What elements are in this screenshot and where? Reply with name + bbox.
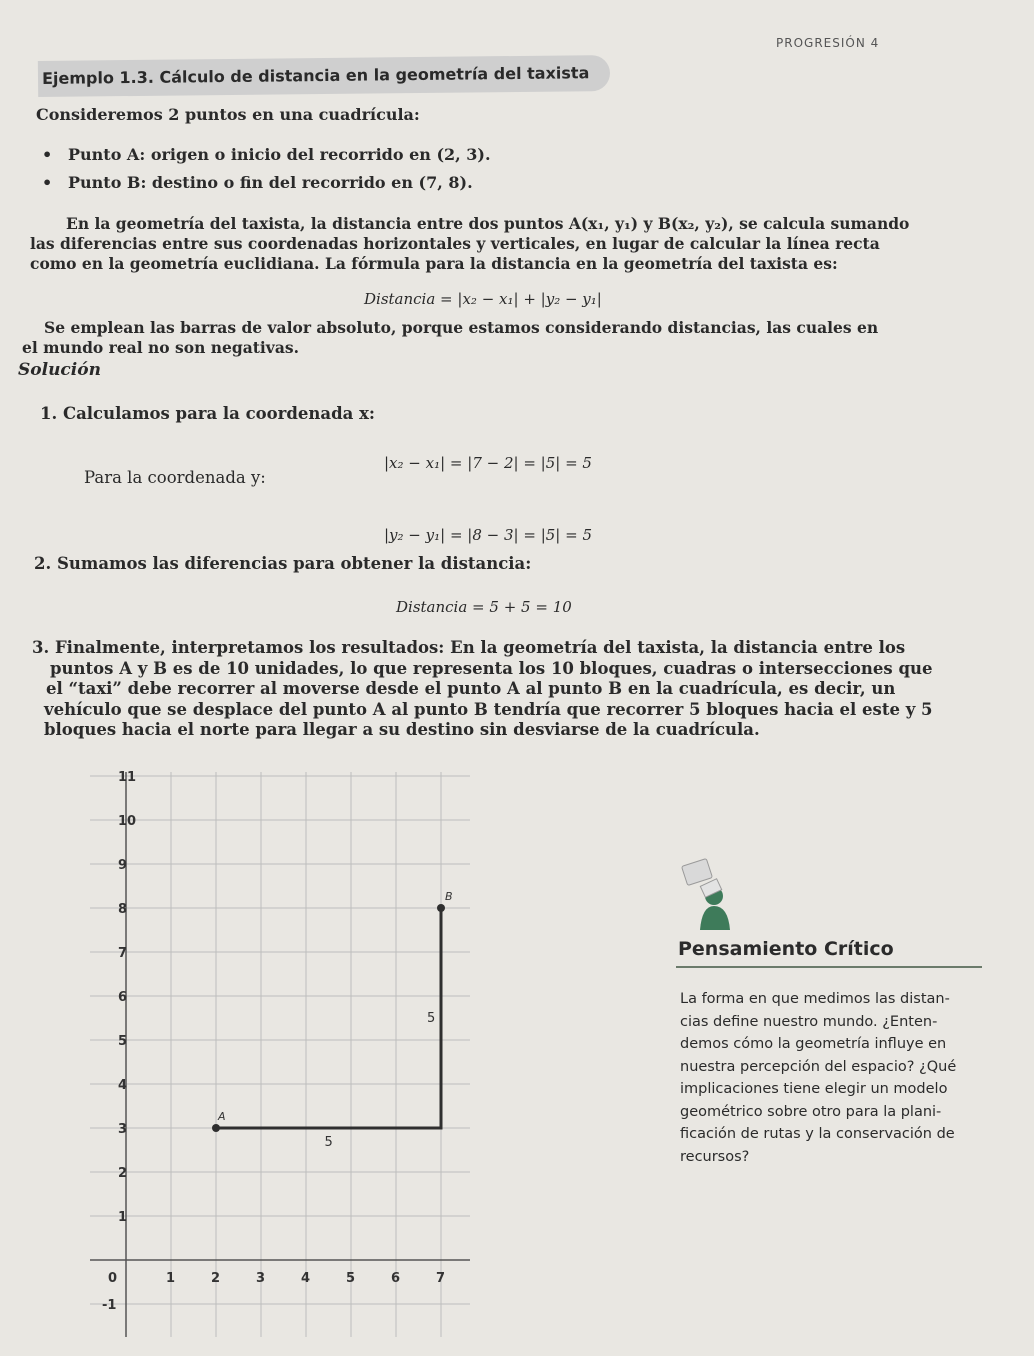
- critical-thinking-divider: [676, 966, 982, 968]
- critical-thinking-body: [680, 988, 990, 1168]
- x-tick-label: 1: [166, 1271, 176, 1286]
- x-tick-label: 6: [391, 1271, 401, 1286]
- horizontal-leg-label: 5: [324, 1135, 333, 1150]
- distance-formula: Distancia = |x₂ − x₁| + |y₂ − y₁|: [364, 290, 602, 308]
- vertical-leg-label: 5: [427, 1011, 436, 1026]
- step-3-line: el “taxi” debe recorrer al moverse desde el punto A al punto B en la cuadrícula, es decir, un: [46, 679, 896, 698]
- y-tick-label: 3: [118, 1122, 128, 1137]
- y-tick-label: 2: [118, 1166, 128, 1181]
- bullet-point-b: • Punto B: destino o fin del recorrido en (7, 8).: [68, 172, 473, 193]
- grid-lines: [90, 772, 470, 1337]
- y-tick-label: 4: [118, 1078, 128, 1093]
- step-1-y-label: Para la coordenada y:: [84, 468, 266, 487]
- critical-thinking-line: demos cómo la geometría influye en: [680, 1036, 947, 1052]
- critical-thinking-line: implicaciones tiene elegir un modelo: [680, 1081, 948, 1097]
- paragraph-line: En la geometría del taxista, la distancia entre dos puntos A(x₁, y₁) y B(x₂, y₂), se calcula sumando: [66, 214, 910, 233]
- y-tick-label: -1: [102, 1298, 117, 1313]
- x-tick-labels: [166, 1271, 445, 1286]
- y-tick-label: 10: [118, 814, 137, 829]
- step-3-line: bloques hacia el norte para llegar a su destino sin desviarse de la cuadrícula.: [44, 720, 760, 739]
- y-tick-label: 6: [118, 990, 128, 1005]
- step-3-line: 3. Finalmente, interpretamos los resultados: En la geometría del taxista, la distancia entre los: [32, 638, 906, 657]
- step-1: 1. Calculamos para la coordenada x:: [40, 404, 375, 423]
- critical-thinking-line: recursos?: [680, 1148, 750, 1165]
- step-2-formula: Distancia = 5 + 5 = 10: [396, 598, 572, 616]
- y-tick-labels: [102, 770, 136, 1313]
- critical-thinking-line: ficación de rutas y la conservación de: [680, 1126, 955, 1142]
- bullet-point-a: • Punto A: origen o inicio del recorrido en (2, 3).: [68, 144, 491, 165]
- step-2: 2. Sumamos las diferencias para obtener la distancia:: [34, 554, 532, 573]
- critical-thinking-line: nuestra percepción del espacio? ¿Qué: [680, 1058, 957, 1075]
- critical-thinking-line: geométrico sobre otro para la plani-: [680, 1103, 942, 1120]
- critical-thinking-line: La forma en que medimos las distan-: [680, 991, 950, 1007]
- step-1-y-formula: |y₂ − y₁| = |8 − 3| = |5| = 5: [384, 526, 592, 544]
- paragraph-line: las diferencias entre sus coordenadas horizontales y verticales, en lugar de calcular la línea recta: [30, 234, 880, 253]
- point-a-label: A: [218, 1110, 226, 1123]
- taxicab-grid-graph: [90, 752, 490, 1342]
- y-tick-label: 9: [118, 858, 128, 873]
- critical-thinking-title: Pensamiento Crítico: [678, 938, 894, 960]
- point-a-marker: [212, 1124, 220, 1132]
- paragraph-line: el mundo real no son negativas.: [22, 338, 299, 357]
- critical-thinking-line: cias define nuestro mundo. ¿Enten-: [680, 1013, 938, 1030]
- y-tick-label: 1: [118, 1210, 128, 1225]
- x-tick-label: 5: [346, 1271, 356, 1286]
- example-intro: Consideremos 2 puntos en una cuadrícula:: [36, 105, 420, 124]
- paragraph-line: Se emplean las barras de valor absoluto, porque estamos considerando distancias, las cuales en: [44, 318, 879, 337]
- x-tick-label: 3: [256, 1271, 266, 1286]
- y-tick-label: 8: [118, 902, 128, 917]
- x-tick-label: 7: [436, 1271, 446, 1286]
- step-1-formula: |x₂ − x₁| = |7 − 2| = |5| = 5: [384, 454, 592, 472]
- y-tick-label: 7: [118, 946, 128, 961]
- step-3-line: vehículo que se desplace del punto A al punto B tendría que recorrer 5 bloques hacia el este y 5: [44, 699, 933, 719]
- x-tick-label: 2: [211, 1271, 221, 1286]
- example-title: Ejemplo 1.3. Cálculo de distancia en la geometría del taxista: [38, 55, 610, 97]
- point-b-label: B: [445, 890, 453, 903]
- x-tick-label: 4: [301, 1271, 311, 1286]
- taxi-route-path: [216, 908, 441, 1128]
- paragraph-line: como en la geometría euclidiana. La fórmula para la distancia en la geometría del taxista es:: [30, 254, 838, 273]
- student-reading-icon: [678, 858, 738, 930]
- solution-heading: Solución: [18, 360, 101, 380]
- progression-label: PROGRESIÓN 4: [776, 36, 880, 50]
- y-tick-label: 0: [108, 1271, 118, 1286]
- y-tick-label: 5: [118, 1034, 128, 1049]
- point-b-marker: [437, 904, 445, 912]
- step-3-line: puntos A y B es de 10 unidades, lo que representa los 10 bloques, cuadras o intersecciones que: [50, 658, 933, 678]
- step-3: [32, 638, 962, 741]
- y-tick-label: 11: [118, 770, 137, 785]
- absolute-value-paragraph: [22, 318, 878, 358]
- taxicab-definition-paragraph: [30, 214, 909, 274]
